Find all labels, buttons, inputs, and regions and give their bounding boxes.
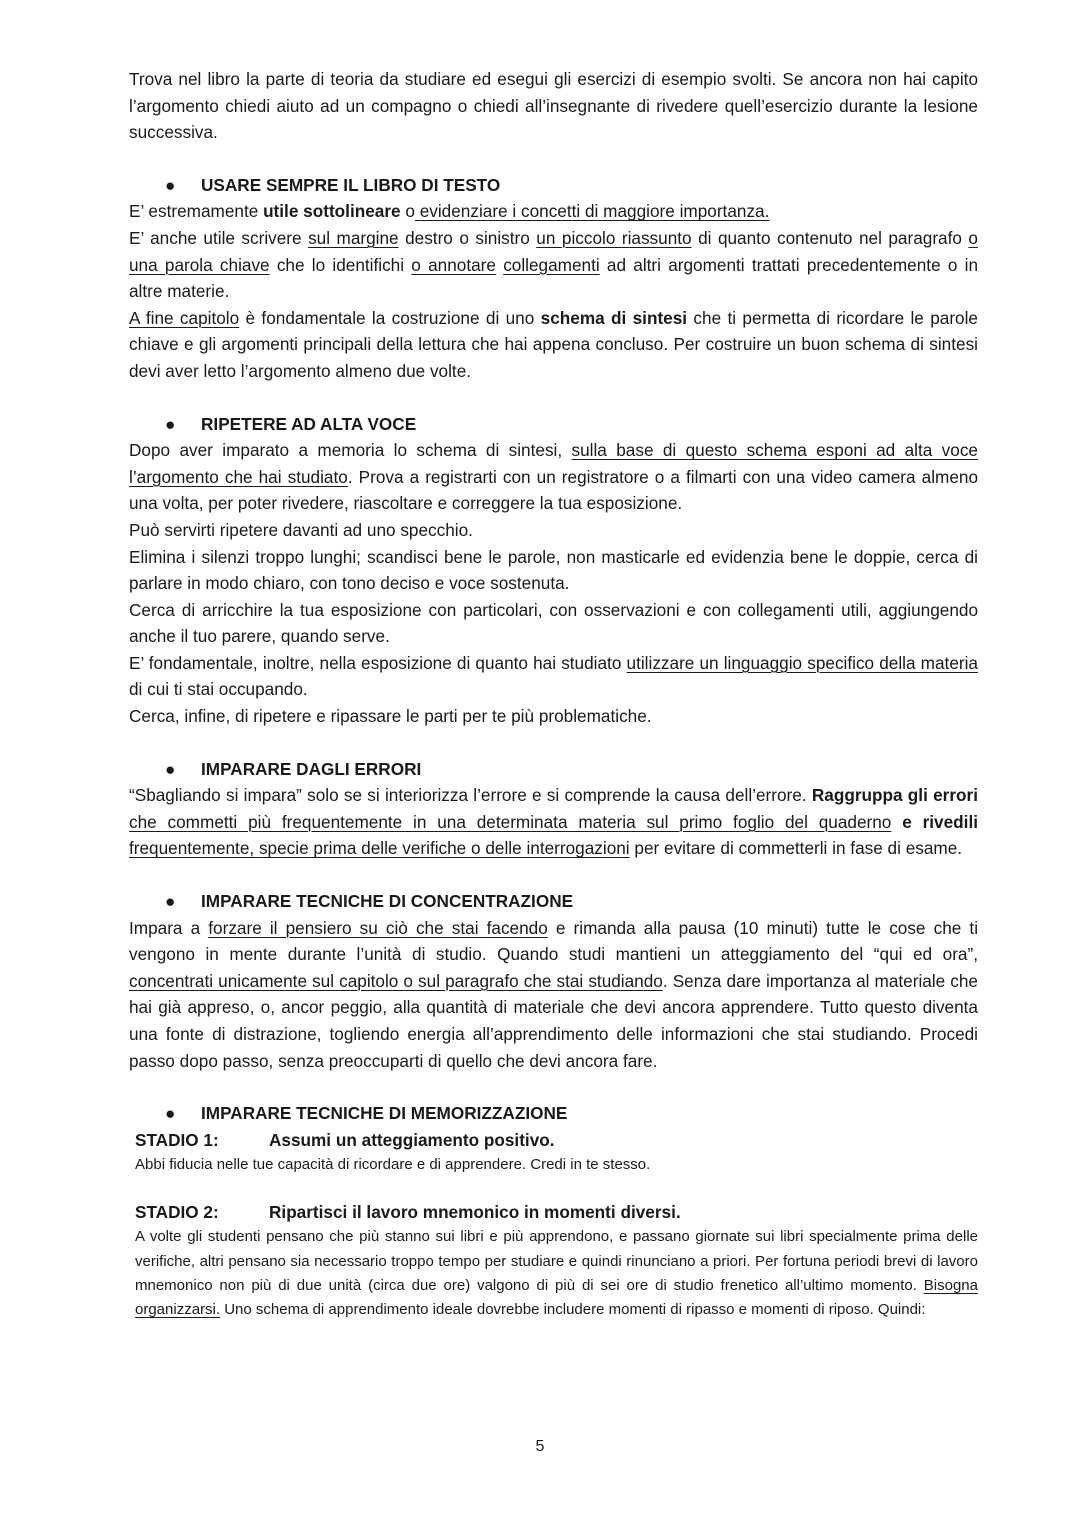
text-run: Elimina i silenzi troppo lunghi; scandisci bene le parole, non masticarle ed evidenzia bene le doppie, cerca di parlare in modo chiaro, con tono deciso e voce sostenuta.: [129, 546, 978, 594]
bullet-icon: ●: [165, 891, 176, 912]
intro-paragraph: [129, 66, 978, 146]
underlined-text: frequentemente, specie prima delle verifiche o delle interrogazioni: [129, 838, 630, 859]
text-run: [891, 812, 902, 832]
underlined-text: o una parola chiave: [129, 227, 978, 275]
spacer: [129, 1177, 978, 1199]
text-run: che lo identifichi: [269, 254, 412, 275]
text-run: di cui ti stai occupando.: [129, 679, 308, 700]
section-heading-errori: [129, 756, 978, 783]
stadio-label: STADIO 2:: [135, 1202, 219, 1223]
document-page: [129, 66, 978, 1323]
bold-text: e rivedili: [902, 811, 978, 832]
paragraph: [129, 437, 978, 517]
stadio-2-body: [129, 1225, 978, 1323]
underlined-text: forzare il pensiero su ciò che stai facendo: [208, 917, 548, 938]
page-number: 5: [535, 1438, 545, 1455]
text-run: E’ estremamente: [129, 201, 264, 222]
paragraph: [129, 305, 978, 385]
section-heading-ripetere: [129, 411, 978, 438]
section-heading-libro-di-testo: [129, 172, 978, 199]
bold-text: Raggruppa gli errori: [811, 785, 979, 806]
bullet-icon: ●: [165, 758, 176, 779]
text-run: Cerca, infine, di ripetere e ripassare le parti per te più problematiche.: [129, 706, 652, 727]
heading-text: USARE SEMPRE IL LIBRO DI TESTO: [201, 174, 501, 195]
text-run: . Prova a registrarti con un registratore o a filmarti con una video camera almeno una volta, per poter rivedere, riascoltare e correggere la tua esposizione.: [129, 466, 979, 514]
paragraph: [129, 650, 978, 703]
paragraph: [129, 782, 978, 862]
text-run: Uno schema di apprendimento ideale dovrebbe includere momenti di ripasso e momenti di riposo. Quindi:: [220, 1301, 926, 1319]
paragraph: [129, 544, 978, 597]
text-run: Dopo aver imparato a memoria lo schema di sintesi,: [129, 440, 572, 461]
stadio-title-text: Ripartisci il lavoro mnemonico in momenti diversi.: [269, 1202, 681, 1223]
stadio-title-text: Assumi un atteggiamento positivo.: [269, 1129, 555, 1150]
stadio-label: STADIO 1:: [135, 1129, 219, 1150]
underlined-text: evidenziare i concetti di maggiore importanza.: [414, 201, 770, 222]
bullet-icon: ●: [165, 174, 176, 195]
heading-text: IMPARARE TECNICHE DI CONCENTRAZIONE: [201, 891, 574, 912]
text-run: e rimanda alla pausa (10 minuti) tutte le cose che ti vengono in mente durante l’unità di studio. Quando studi mantieni un atteggiamento del “qui ed ora”,: [129, 917, 979, 965]
underlined-text: A fine capitolo: [129, 307, 240, 328]
underlined-text: sulla base di questo schema esponi ad alta voce l’argomento che hai studiato: [129, 440, 978, 487]
stadio-1-body: [129, 1153, 978, 1177]
spacer: [129, 862, 978, 888]
bullet-icon: ●: [165, 413, 176, 434]
underlined-text: utilizzare un linguaggio specifico della materia: [626, 652, 978, 673]
text-run: che ti permetta di ricordare le parole chiave e gli argomenti principali della lettura che hai appena concluso. Per costruire un buon schema di sintesi devi aver letto l’argomento almeno due volte.: [129, 307, 978, 381]
underlined-text: collegamenti: [503, 254, 600, 275]
heading-text: IMPARARE TECNICHE DI MEMORIZZAZIONE: [201, 1103, 568, 1124]
text-run: ad altri argomenti trattati precedentemente o in altre materie.: [129, 254, 979, 302]
text-run: o: [400, 201, 415, 222]
text-run: è fondamentale la costruzione di uno: [239, 307, 541, 328]
paragraph: [129, 198, 978, 225]
underlined-text: che commetti più frequentemente in una determinata materia sul primo foglio del quaderno: [129, 811, 892, 832]
text-run: per evitare di commetterli in fase di esame.: [629, 838, 963, 859]
bold-text: schema di sintesi: [540, 307, 688, 328]
text-run: Cerca di arricchire la tua esposizione con particolari, con osservazioni e con collegamenti utili, aggiungendo anche il tuo parere, quando serve.: [129, 599, 978, 647]
paragraph: [129, 703, 978, 730]
text-run: E’ fondamentale, inoltre, nella esposizione di quanto hai studiato: [129, 652, 627, 673]
text-run: di quanto contenuto nel paragrafo: [691, 227, 969, 248]
stadio-1-title: [129, 1127, 978, 1153]
underlined-text: sul margine: [308, 227, 399, 248]
text-run: “Sbagliando si impara” solo se si interiorizza l’errore e si comprende la causa dell’errore.: [129, 785, 812, 806]
paragraph: [129, 597, 978, 650]
text-run: E’ anche utile scrivere: [129, 227, 309, 248]
text-run: Abbi fiducia nelle tue capacità di ricordare e di apprendere. Credi in te stesso.: [135, 1155, 651, 1173]
spacer: [129, 1074, 978, 1100]
paragraph: [129, 225, 978, 305]
bold-text: utile sottolineare: [263, 201, 401, 222]
text-run: Impara a: [129, 917, 209, 938]
paragraph: [129, 517, 978, 544]
section-heading-memorizzazione: [129, 1100, 978, 1127]
spacer: [129, 385, 978, 411]
section-heading-concentrazione: [129, 888, 978, 915]
paragraph: [129, 915, 978, 1075]
text-run: Trova nel libro la parte di teoria da studiare ed esegui gli esercizi di esempio svolti. Se ancora non hai capito l’argomento chiedi aiuto ad un compagno o chiedi all’insegnante di rivedere quell’esercizio durante la lesione successiva.: [129, 69, 978, 143]
underlined-text: concentrati unicamente sul capitolo o sul paragrafo che stai studiando: [129, 970, 663, 991]
heading-text: RIPETERE AD ALTA VOCE: [201, 413, 417, 434]
spacer: [129, 730, 978, 756]
underlined-text: un piccolo riassunto: [536, 227, 692, 248]
text-run: A volte gli studenti pensano che più stanno sui libri e più apprendono, e passano giornate sui libri specialmente prima delle verifiche, altri pensano sia necessario troppo tempo per studiare e quindi rinunciano a priori. Per fortuna periodi brevi di lavoro mnemonico non più di due unità (circa due ore) valgono di più di sei ore di studio frenetico all’ultimo momento.: [135, 1228, 978, 1294]
text-run: Può servirti ripetere davanti ad uno specchio.: [129, 519, 473, 540]
underlined-text: Bisogna organizzarsi.: [135, 1277, 978, 1319]
stadio-2-title: [129, 1199, 978, 1225]
text-run: . Senza dare importanza al materiale che hai già appreso, o, ancor peggio, alla quantità di materiale che devi ancora apprendere. Tutto questo diventa una fonte di distrazione, togliendo energia all’apprendimento delle informazioni che stai studiando. Procedi passo dopo passo, senza preoccuparti di quello che devi ancora fare.: [129, 970, 978, 1071]
text-run: destro o sinistro: [398, 227, 537, 248]
heading-text: IMPARARE DAGLI ERRORI: [201, 758, 422, 779]
underlined-text: o annotare: [411, 254, 496, 275]
bullet-icon: ●: [165, 1103, 176, 1124]
spacer: [129, 146, 978, 172]
